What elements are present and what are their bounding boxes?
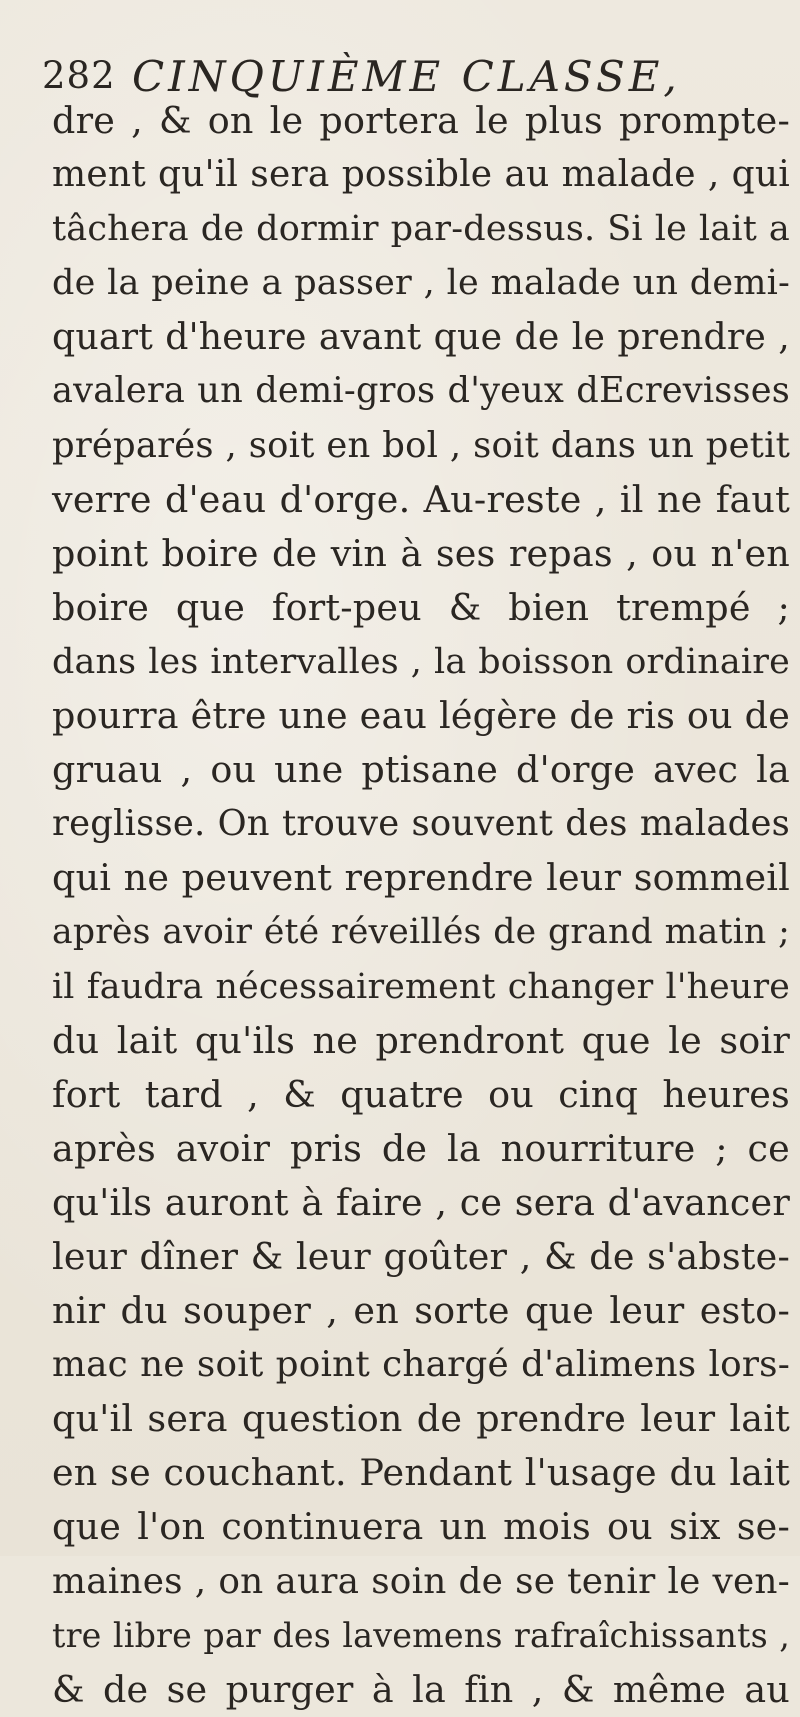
text-line: quart d'heure avant que de le prendre ,	[52, 315, 790, 359]
page-number: 282	[42, 54, 116, 97]
text-line: leur dîner & leur goûter , & de s'abste-	[52, 1234, 790, 1278]
text-line: verre d'eau d'orge. Au-reste , il ne faut	[52, 477, 790, 521]
text-line: maines , on aura soin de se tenir le ven-	[52, 1560, 790, 1602]
text-line: reglisse. On trouve souvent des malades	[52, 803, 790, 845]
text-line: dans les intervalles , la boisson ordinaire	[52, 641, 790, 682]
text-line: & de se purger à la fin , & même au	[52, 1667, 790, 1711]
text-line: que l'on continuera un mois ou six se-	[52, 1505, 790, 1549]
text-line: avalera un demi-gros d'yeux dEcrevisses	[52, 370, 790, 412]
text-line: il faudra nécessairement changer l'heure	[52, 966, 790, 1007]
text-line: qu'ils auront à faire , ce sera d'avancer	[52, 1180, 790, 1224]
text-line: tâchera de dormir par-dessus. Si le lait a	[52, 208, 790, 250]
text-line: qu'il sera question de prendre leur lait	[52, 1397, 790, 1441]
text-line: nir du souper , en sorte que leur esto-	[52, 1289, 790, 1333]
text-line: ment qu'il sera possible au malade , qui	[52, 154, 790, 196]
text-line: boire que fort-peu & bien trempé ;	[52, 585, 790, 629]
text-line: mac ne soit point chargé d'alimens lors-	[52, 1344, 790, 1386]
text-line: point boire de vin à ses repas , ou n'en	[52, 531, 790, 575]
body-text	[52, 94, 790, 1717]
text-line: en se couchant. Pendant l'usage du lait	[52, 1451, 790, 1495]
text-line: tre libre par des lavemens rafraîchissants ,	[52, 1615, 790, 1655]
text-line: préparés , soit en bol , soit dans un petit	[52, 424, 790, 466]
text-line: du lait qu'ils ne prendront que le soir	[52, 1018, 790, 1062]
text-line: de la peine a passer , le malade un demi-	[52, 263, 790, 304]
text-line: fort tard , & quatre ou cinq heures	[52, 1072, 790, 1116]
text-line: gruau , ou une ptisane d'orge avec la	[52, 748, 790, 792]
running-title: CINQUIÈME CLASSE,	[132, 52, 681, 101]
text-line: qui ne peuvent reprendre leur sommeil	[52, 856, 790, 900]
text-line: pourra être une eau légère de ris ou de	[52, 694, 790, 738]
text-line: après avoir pris de la nourriture ; ce	[52, 1126, 790, 1170]
text-line: après avoir été réveillés de grand matin ;	[52, 912, 790, 953]
text-line: dre , & on le portera le plus prompte-	[52, 99, 790, 142]
